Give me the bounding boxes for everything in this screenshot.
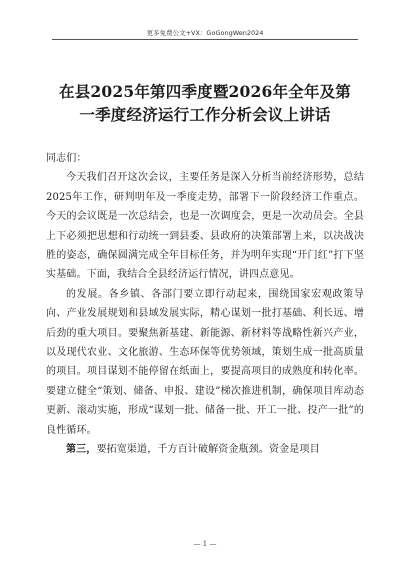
paragraph-1: 今天我们召开这次会议，主要任务是深入分析当前经济形势，总结2025年工作，研判明年及一季度走势，部署下一阶段经济工作重点。今天的会议既是一次总结会，也是一次调度会，更是一次动员会。全县上下必须把思想和行动统一到县委、县政府的决策部署上来，以决战决胜的姿态，确保圆满完成全年目标任务，并为明年实现“开门红”打下坚实基础。下面，我结合全县经济运行情况，讲四点意见。 <box>46 172 364 281</box>
paragraph-2: 的发展。各乡镇、各部门要立即行动起来，围绕国家宏观政策导向、产业发展规划和县域发展实际，精心谋划一批打基础、利长远、增后劲的重大项目。要聚焦新基建、新能源、新材料等战略性新兴产业，以及现代农业、文化旅游、生态环保等优势领域，策划生成一批高质量的项目。项目谋划不能停留在纸面上，要提高项目的成熟度和转化率。要建立健全“策划、储备、申报、建设”梯次推进机制，确保项目库动态更新、滚动实施，形成“谋划一批、储备一批、开工一批、投产一批”的良性循环。 <box>46 288 364 436</box>
header-divider <box>52 39 358 40</box>
paragraph-3 <box>46 440 364 459</box>
title-line-1: 在县2025年第四季度暨2026年全年及第 <box>59 82 351 101</box>
paragraph-3-lead: 第三， <box>66 444 97 456</box>
salutation: 同志们： <box>46 153 87 164</box>
page-header: 更多免费公文+VX：GoGongWen2024 <box>146 29 264 37</box>
document-title <box>38 80 372 126</box>
document-body <box>46 149 364 460</box>
paragraph-3-text: 要拓宽渠道，千方百计破解资金瓶颈。资金是项目 <box>96 444 320 456</box>
page-number: — 1 — <box>193 540 217 548</box>
title-line-2: 一季度经济运行工作分析会议上讲话 <box>79 105 331 124</box>
